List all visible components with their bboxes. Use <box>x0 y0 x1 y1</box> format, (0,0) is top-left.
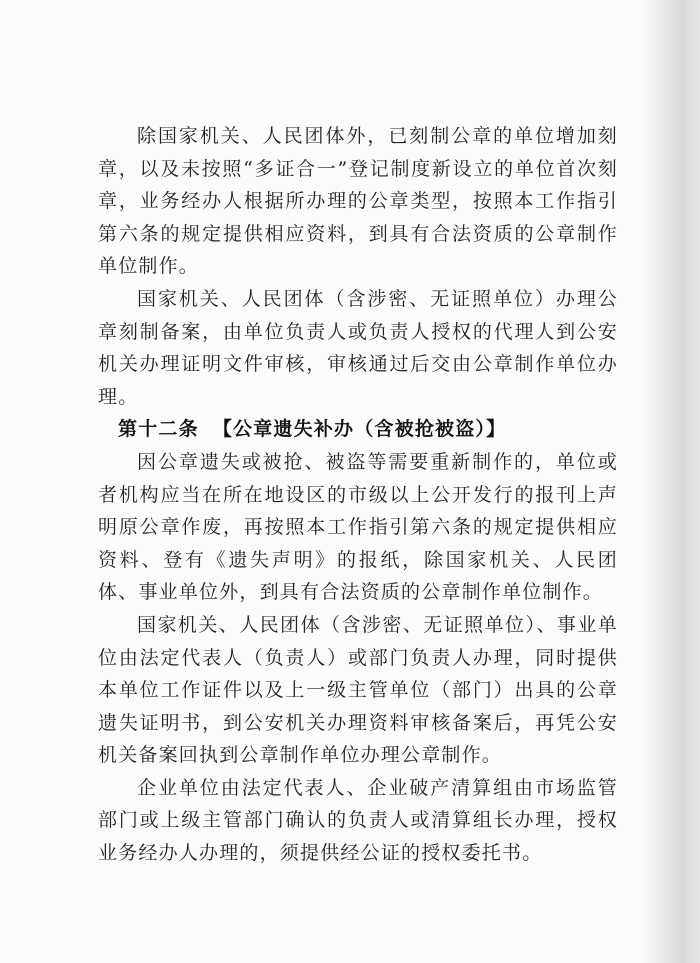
document-body <box>98 120 618 870</box>
paragraph-state-organs-filing: 国家机关、人民团体（含涉密、无证照单位）办理公章刻制备案，由单位负责人或负责人授权的代理人到公安机关办理证明文件审核，审核通过后交由公章制作单位办理。 <box>98 287 618 408</box>
paragraph-institutions-lost-seal: 国家机关、人民团体（含涉密、无证照单位）、事业单位由法定代表人（负责人）或部门负责人办理，同时提供本单位工作证件以及上一级主管单位（部门）出具的公章遗失证明书，到公安机关办理资料审核备案后，再凭公安机关备案回执到公章制作单位办理公章制作。 <box>98 613 618 767</box>
paragraph-enterprise-liquidation: 企业单位由法定代表人、企业破产清算组由市场监管部门或上级主管部门确认的负责人或清算组长办理，授权业务经办人办理的，须提供经公证的授权委托书。 <box>98 776 618 865</box>
article-title: 【公章遗失补办（含被抢被盗）】 <box>212 418 507 441</box>
article-heading <box>98 413 618 446</box>
paragraph-increase-seal: 除国家机关、人民团体外，已刻制公章的单位增加刻章，以及未按照“多证合一”登记制度新设立的单位首次刻章，业务经办人根据所办理的公章类型，按照本工作指引第六条的规定提供相应资料，到具有合法资质的公章制作单位制作。 <box>98 125 618 278</box>
article-number: 第十二条 <box>118 418 199 441</box>
paragraph-lost-seal: 因公章遗失或被抢、被盗等需要重新制作的，单位或者机构应当在所在地设区的市级以上公开发行的报刊上声明原公章作废，再按照本工作指引第六条的规定提供相应资料、登有《遗失声明》的报纸，除国家机关、人民团体、事业单位外，到具有合法资质的公章制作单位制作。 <box>98 450 618 604</box>
